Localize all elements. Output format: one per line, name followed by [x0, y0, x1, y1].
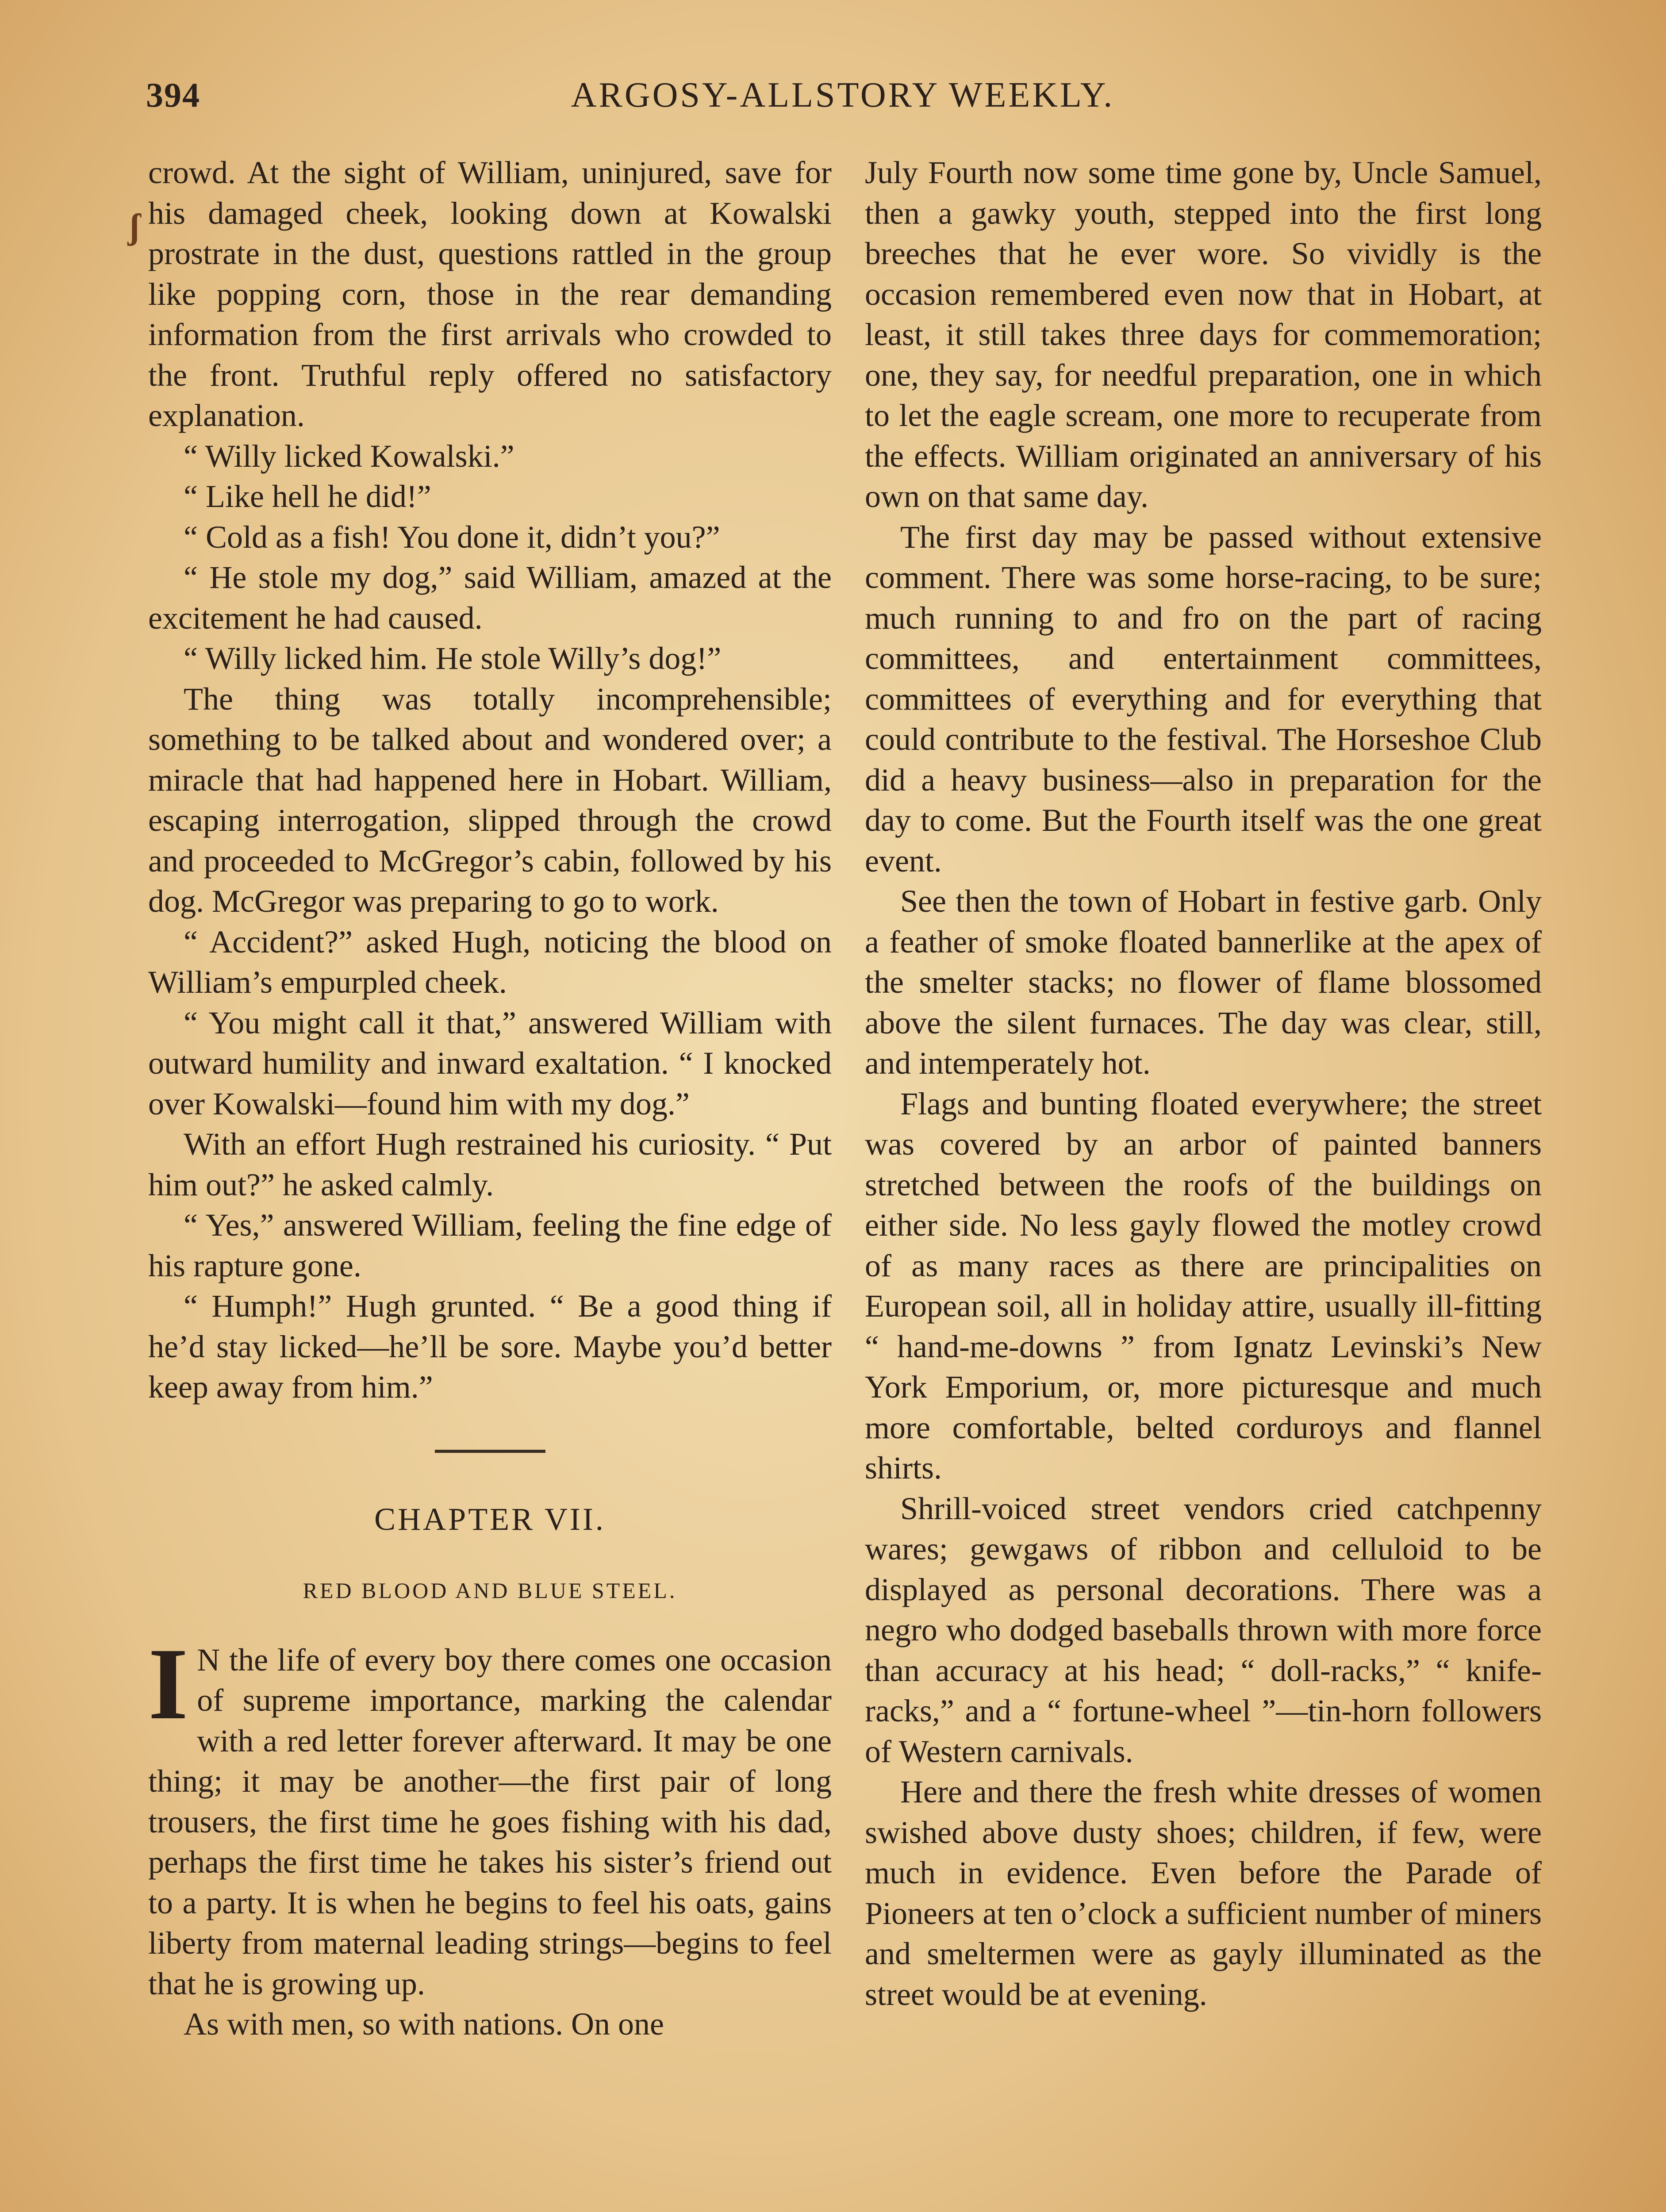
paragraph: The thing was totally incomprehensible; something to be talked about and wondered over; a miracle that had happened here in Hobart. William, escaping interrogation, slipped through the crowd and proceeded to McGregor’s cabin, followed by his dog. McGregor was preparing to go to work.	[148, 681, 832, 919]
paragraph: “ He stole my dog,” said William, amazed at the excitement he had caused.	[148, 560, 832, 636]
paragraph: The first day may be passed without extensive comment. There was some horse-racing, to be sure; much running to and fro on the part of racing committees, and entertainment committees, committees of everything and for everything that could contribute to the festival. The Horseshoe Club did a heavy business—also in preparation for the day to come. But the Fourth itself was the one great event.	[865, 519, 1542, 879]
paragraph: Shrill-voiced street vendors cried catchpenny wares; gewgaws of ribbon and celluloid to be displayed as personal decorations. There was a negro who dodged baseballs thrown with more force than accuracy at his head; “ doll-racks,” “ knife-racks,” and a “ fortune-wheel ”—tin-horn followers of Western carnivals.	[865, 1490, 1542, 1769]
paragraph: Flags and bunting floated everywhere; the street was covered by an arbor of painted banners stretched between the roofs of the buildings on either side. No less gayly flowed the motley crowd of as many races as there are principalities on European soil, all in holiday attire, usually ill-fitting “ hand-me-downs ” from Ignatz Levinski’s New York Emporium, or, more picturesque and much more comfortable, belted corduroys and flannel shirts.	[865, 1086, 1542, 1486]
paragraph: As with men, so with nations. On one	[184, 2006, 664, 2042]
right-column	[865, 153, 1542, 2015]
paragraph: Here and there the fresh white dresses of women swished above dusty shoes; children, if few, were much in evidence. Even before the Parade of Pioneers at ten o’clock a sufficient number of miners and smeltermen were as gayly illuminated as the street would be at evening.	[865, 1774, 1542, 2012]
paragraph: “ Willy licked Kowalski.”	[184, 438, 514, 474]
paragraph: “ Cold as a fish! You done it, didn’t you?”	[184, 519, 720, 555]
paragraph: “ Yes,” answered William, feeling the fine edge of his rapture gone.	[148, 1207, 832, 1283]
paragraph: “ Like hell he did!”	[184, 479, 431, 514]
margin-mark: ʃ	[129, 207, 140, 246]
running-head: ARGOSY-ALLSTORY WEEKLY.	[571, 76, 1115, 115]
paragraph: “ Accident?” asked Hugh, noticing the blood on William’s empurpled cheek.	[148, 924, 832, 1000]
chapter-opening-text: N the life of every boy there comes one occasion of supreme importance, marking the calendar with a red letter forever afterward. It may be one thing; it may be another—the first pair of long trousers, the first time he goes fishing with his dad, perhaps the first time he takes his sister’s friend out to a party. It is when he begins to feel his oats, gains liberty from maternal leading strings—begins to feel that he is growing up.	[148, 1642, 832, 2001]
paragraph: See then the town of Hobart in festive garb. Only a feather of smoke floated bannerlike at the apex of the smelter stacks; no flower of flame blossomed above the silent furnaces. The day was clear, still, and intemperately hot.	[865, 883, 1542, 1081]
page-header	[146, 75, 1539, 133]
paragraph: “ You might call it that,” answered William with outward humility and inward exaltation. “ I knocked over Kowalski—found him with my dog.”	[148, 1005, 832, 1121]
paragraph: With an effort Hugh restrained his curiosity. “ Put him out?” he asked calmly.	[148, 1126, 832, 1202]
paragraph: “ Humph!” Hugh grunted. “ Be a good thing if he’d stay licked—he’ll be sore. Maybe you’d better keep away from him.”	[148, 1288, 832, 1405]
paragraph: July Fourth now some time gone by, Uncle Samuel, then a gawky youth, stepped into the first long breeches that he ever wore. So vividly is the occasion remembered even now that in Hobart, at least, it still takes three days for commemoration; one, they say, for needful preparation, one in which to let the eagle scream, one more to recuperate from the effects. William originated an anniversary of his own on that same day.	[865, 155, 1542, 514]
paragraph: crowd. At the sight of William, uninjured, save for his damaged cheek, looking down at Kowalski prostrate in the dust, questions rattled in the group like popping corn, those in the rear demanding information from the first arrivals who crowded to the front. Truthful reply offered no satisfactory explanation.	[148, 155, 832, 433]
paragraph: “ Willy licked him. He stole Willy’s dog!”	[184, 641, 722, 676]
page-number: 394	[146, 76, 200, 114]
drop-cap: I	[148, 1627, 188, 1741]
section-divider	[435, 1450, 545, 1453]
left-column	[148, 153, 832, 2045]
chapter-opening-paragraph	[148, 1627, 832, 2005]
chapter-title: CHAPTER VII.	[374, 1501, 606, 1537]
chapter-subtitle: RED BLOOD AND BLUE STEEL.	[303, 1578, 677, 1603]
